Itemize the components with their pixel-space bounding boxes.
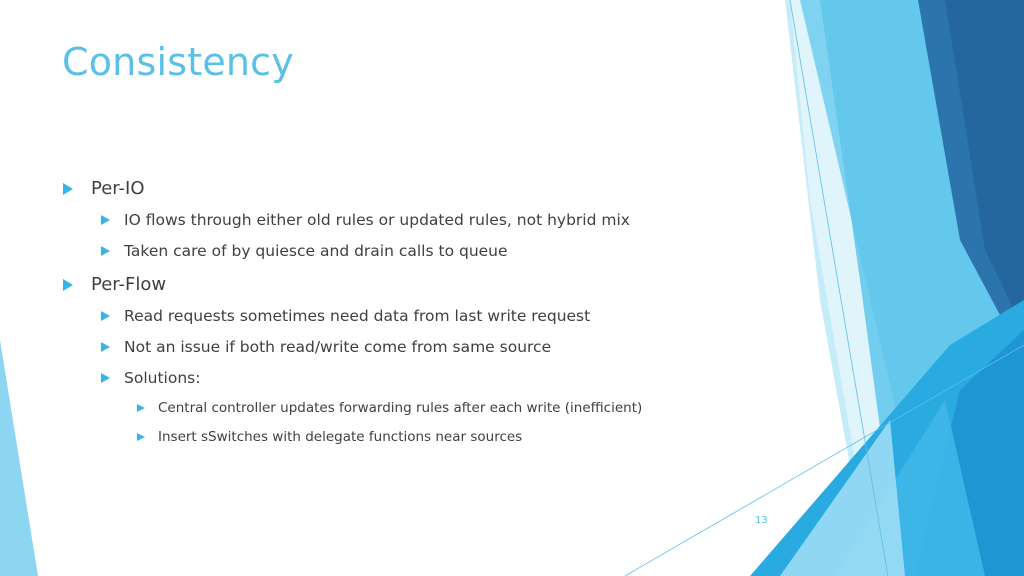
bullet-arrow-icon: [101, 215, 110, 225]
bullet-arrow-icon: [101, 246, 110, 256]
bullet-per-io: [63, 178, 145, 199]
bullet-per-flow: [63, 274, 166, 295]
bullet-arrow-icon: [63, 279, 73, 291]
bullet-text: Read requests sometimes need data from last write request: [124, 307, 591, 325]
slide-number: 13: [755, 515, 768, 526]
bullet-text: Insert sSwitches with delegate functions near sources: [158, 429, 523, 445]
bullet-read-requests: [101, 307, 590, 325]
slide-title: Consistency: [62, 40, 294, 84]
bullet-text: IO flows through either old rules or updated rules, not hybrid mix: [124, 211, 630, 229]
bullet-central-controller: [137, 400, 642, 416]
bullet-text: Not an issue if both read/write come from same source: [124, 338, 552, 356]
bullet-io-flows: [101, 211, 630, 229]
bullet-not-an-issue: [101, 338, 551, 356]
bullet-quiesce-drain: [101, 242, 508, 260]
bullet-arrow-icon: [137, 433, 145, 441]
bullet-text: Per-IO: [91, 178, 145, 199]
bullet-text: Taken care of by quiesce and drain calls to queue: [124, 242, 508, 260]
bullet-text: Central controller updates forwarding rules after each write (inefficient): [158, 400, 643, 416]
bullet-arrow-icon: [101, 311, 110, 321]
bullet-arrow-icon: [101, 342, 110, 352]
bullet-text: Per-Flow: [91, 274, 167, 295]
bottom-light-wedge: [780, 420, 905, 576]
bullet-arrow-icon: [101, 373, 110, 383]
bullet-insert-sswitches: [137, 429, 522, 445]
bullet-text: Solutions:: [124, 369, 201, 387]
bullet-solutions: [101, 369, 200, 387]
bullet-arrow-icon: [63, 183, 73, 195]
bullet-arrow-icon: [137, 404, 145, 412]
